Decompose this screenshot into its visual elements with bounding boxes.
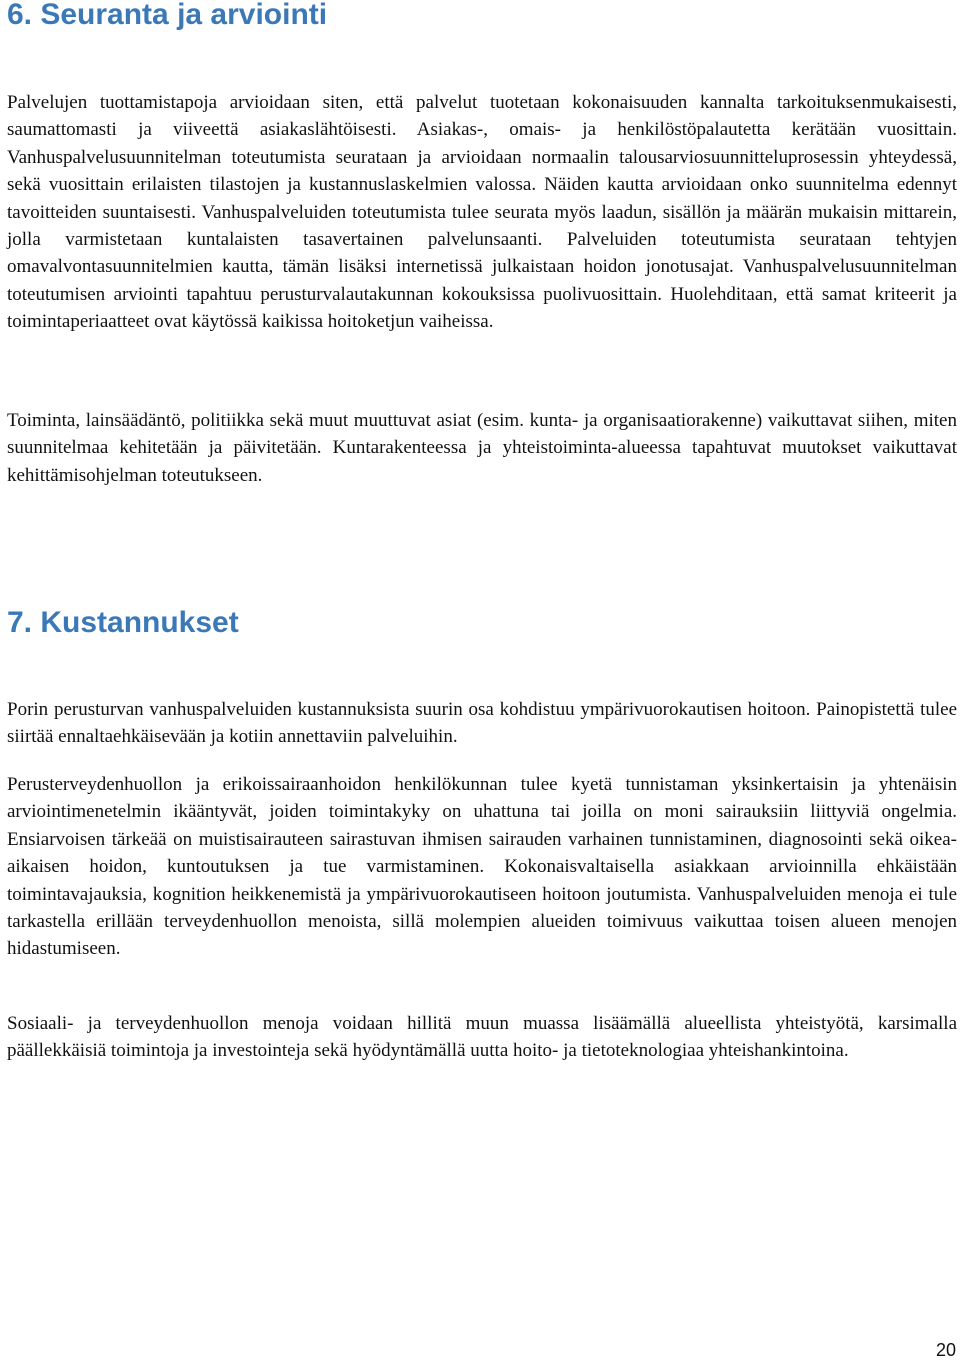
paragraph-seuranta-2: Toiminta, lainsäädäntö, politiikka sekä muut muuttuvat asiat (esim. kunta- ja organisaatiorakenne) vaikuttavat siihen, miten suunnitelmaa kehitetään ja päivitetään. Kuntarakenteessa ja yhteistoiminta-alueessa tapahtuvat muutokset vaikuttavat kehittämisohjelman toteutukseen. [7, 410, 957, 486]
page-number: 20 [935, 1340, 956, 1360]
paragraph-kustannukset-3: Sosiaali- ja terveydenhuollon menoja voidaan hillitä muun muassa lisäämällä alueellista yhteistyötä, karsimalla päällekkäisiä toimintoja ja investointeja sekä hyödyntämällä uutta hoito- ja tietoteknologiaa yhteishankintoina. [7, 1013, 957, 1062]
section-heading-seuranta: 6. Seuranta ja arviointi [7, 0, 328, 31]
paragraph-kustannukset-2: Perusterveydenhuollon ja erikoissairaanhoidon henkilökunnan tulee kyetä tunnistaman yksinkertaisin ja yhtenäisin arviointimenetelmin ikääntyvät, joiden toimintakyky on uhattuna tai joilla on moni sairauksiin liittyviä ongelmia. Ensiarvoisen tärkeää on muistisairauteen sairastuvan ihmisen sairauden varhainen tunnistaminen, diagnosointi sekä oikea-aikaisen hoidon, kuntoutuksen ja tue varmistaminen. Kokonaisvaltaisella asiakkaan arvioinnilla ehkäistään toimintavajauksia, kognition heikkenemistä ja ympärivuorokautiseen hoitoon joutumista. Vanhuspalveluiden menoja ei tule tarkastella erillään terveydenhuollon menoista, sillä molempien alueiden toimivuus vaikuttaa toisen alueen menojen hidastumiseen. [7, 774, 957, 960]
paragraph-kustannukset-1: Porin perusturvan vanhuspalveluiden kustannuksista suurin osa kohdistuu ympärivuorokautisen hoitoon. Painopistettä tulee siirtää ennaltaehkäisevään ja kotiin annettaviin palveluihin. [7, 699, 957, 748]
paragraph-seuranta-1: Palvelujen tuottamistapoja arvioidaan siten, että palvelut tuotetaan kokonaisuuden kannalta tarkoituksenmukaisesti, saumattomasti ja viiveettä asiakaslähtöisesti. Asiakas-, omais- ja henkilöstöpalautetta kerätään vuosittain. Vanhuspalvelusuunnitelman toteutumista seurataan ja arvioidaan normaalin talousarviosuunnitteluprosessin yhteydessä, sekä vuosittain erilaisten tilastojen ja kustannuslaskelmien valossa. Näiden kautta arvioidaan onko suunnitelma edennyt tavoitteiden suuntaisesti. Vanhuspalveluiden toteutumista tulee seurata myös laadun, sisällön ja määrän mukaisin mittarein, jolla varmistetaan kuntalaisten tasavertainen palvelunsaanti. Palveluiden toteutumista seurataan tehtyjen omavalvontasuunnitelmien kautta, tämän lisäksi internetissä julkaistaan hoidon jonotusajat. Vanhuspalvelusuunnitelman toteutumisen arviointi tapahtuu perusturvalautakunnan kokouksissa puolivuosittain. Huolehditaan, että samat kriteerit ja toimintaperiaatteet ovat käytössä kaikissa hoitoketjun vaiheissa. [7, 92, 957, 333]
section-heading-kustannukset: 7. Kustannukset [7, 606, 239, 639]
